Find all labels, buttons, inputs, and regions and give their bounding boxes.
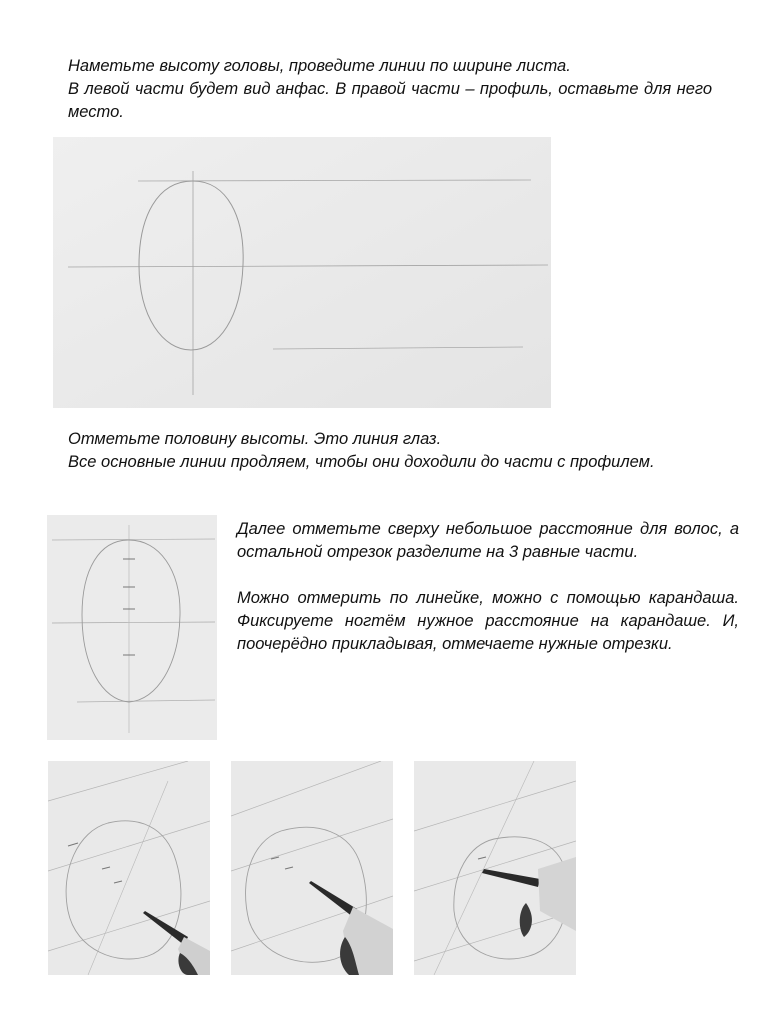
step-3-paragraph-1: Далее отметьте сверху небольшое расстояние для волос, а остальной отрезок разделите на 3 равные части. — [237, 520, 739, 561]
photo-head-height-lines — [53, 137, 551, 408]
sketch-pencil-measure-2 — [231, 761, 393, 975]
step-1-line-1: Наметьте высоту головы, проведите линии по ширине листа. — [68, 57, 571, 75]
step-3-paragraph-2: Можно отмерить по линейке, можно с помощью карандаша. Фиксируете ногтём нужное расстояние на карандаше. И, поочерёдно прикладывая, отмечаете нужные отрезки. — [237, 589, 739, 653]
step-2-line-1: Отметьте половину высоты. Это линия глаз. — [68, 430, 442, 448]
photo-head-divisions — [47, 515, 217, 740]
step-3-text — [237, 518, 739, 656]
sketch-pencil-measure-3 — [414, 761, 576, 975]
step-2-line-2: Все основные линии продляем, чтобы они доходили до части с профилем. — [68, 453, 655, 471]
step-1-text — [68, 55, 712, 124]
step-2-text — [68, 428, 728, 474]
paragraph-spacer — [237, 564, 739, 587]
photo-pencil-measure-3 — [414, 761, 576, 975]
step-1-line-2: В левой части будет вид анфас. В правой части – профиль, оставьте для него место. — [68, 80, 712, 121]
sketch-head-oval — [53, 137, 551, 408]
sketch-pencil-measure-1 — [48, 761, 210, 975]
photo-pencil-measure-1 — [48, 761, 210, 975]
sketch-divided-oval — [47, 515, 217, 740]
photo-pencil-measure-2 — [231, 761, 393, 975]
